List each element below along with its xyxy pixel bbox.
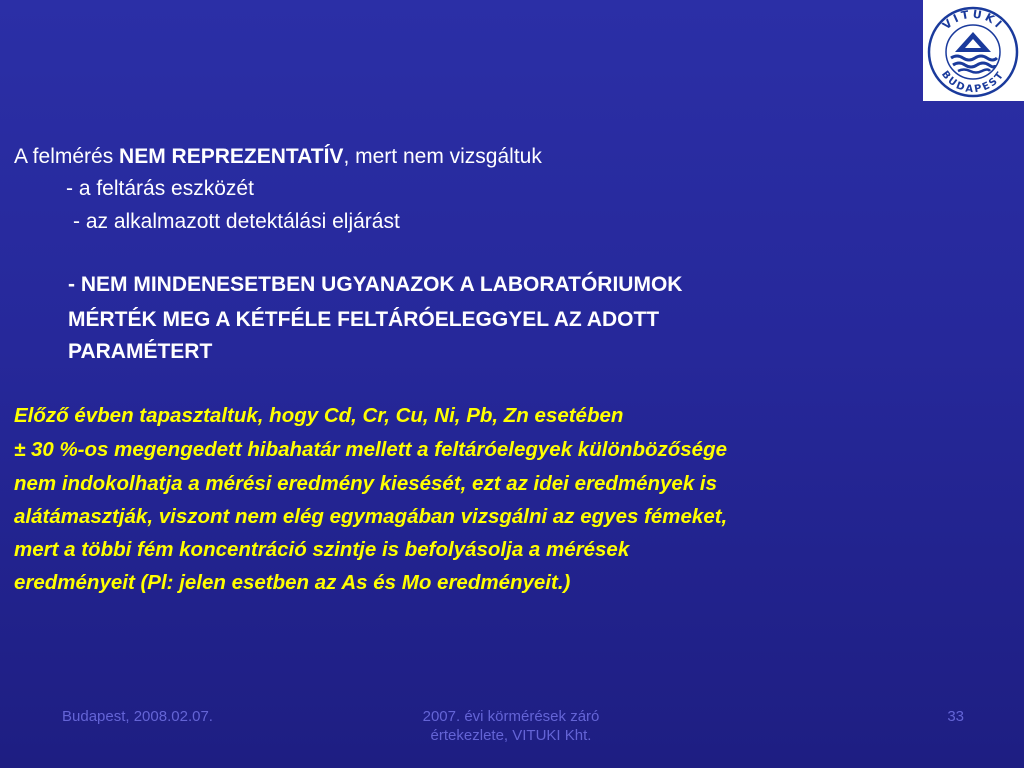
svg-text:BUDAPEST: BUDAPEST — [938, 69, 1008, 96]
caps-line-1: - NEM MINDENESETBEN UGYANAZOK A LABORATÓRIUMOK — [68, 273, 683, 296]
footer-event — [380, 707, 642, 745]
intro-prefix: A felmérés — [14, 145, 120, 168]
intro-bold: NEM REPREZENTATÍV — [119, 145, 344, 168]
intro-line — [14, 145, 542, 169]
slide-number: 33 — [947, 708, 964, 725]
caps-line-3: PARAMÉTERT — [68, 340, 213, 363]
yellow-line-5: mert a többi fém koncentráció szintje is befolyásolja a mérések — [14, 538, 630, 561]
vituki-logo — [923, 0, 1024, 101]
footer-event-line-2: értekezlete, VITUKI Kht. — [430, 727, 592, 744]
intro-suffix: , mert nem vizsgáltuk — [343, 145, 542, 168]
footer-date: Budapest, 2008.02.07. — [62, 708, 213, 725]
caps-line-2: MÉRTÉK MEG A KÉTFÉLE FELTÁRÓELEGGYEL AZ ADOTT — [68, 308, 660, 331]
yellow-line-3: nem indokolhatja a mérési eredmény kiesését, ezt az idei eredmények is — [14, 472, 718, 495]
yellow-line-4: alátámasztják, viszont nem elég egymagában vizsgálni az egyes fémeket, — [14, 505, 728, 528]
svg-text:VITUKI: VITUKI — [939, 7, 1007, 33]
intro-item-method: - az alkalmazott detektálási eljárást — [73, 210, 400, 233]
footer-event-line-1: 2007. évi körmérések záró — [422, 708, 600, 725]
intro-item-tool: - a feltárás eszközét — [66, 177, 254, 200]
yellow-line-1: Előző évben tapasztaltuk, hogy Cd, Cr, Cu, Ni, Pb, Zn esetében — [14, 404, 624, 427]
vituki-emblem-icon — [923, 0, 1024, 101]
yellow-line-2: ± 30 %-os megengedett hibahatár mellett a feltáróelegyek különbözősége — [14, 438, 727, 461]
yellow-line-6: eredményeit (Pl: jelen esetben az As és Mo eredményeit.) — [14, 571, 571, 594]
